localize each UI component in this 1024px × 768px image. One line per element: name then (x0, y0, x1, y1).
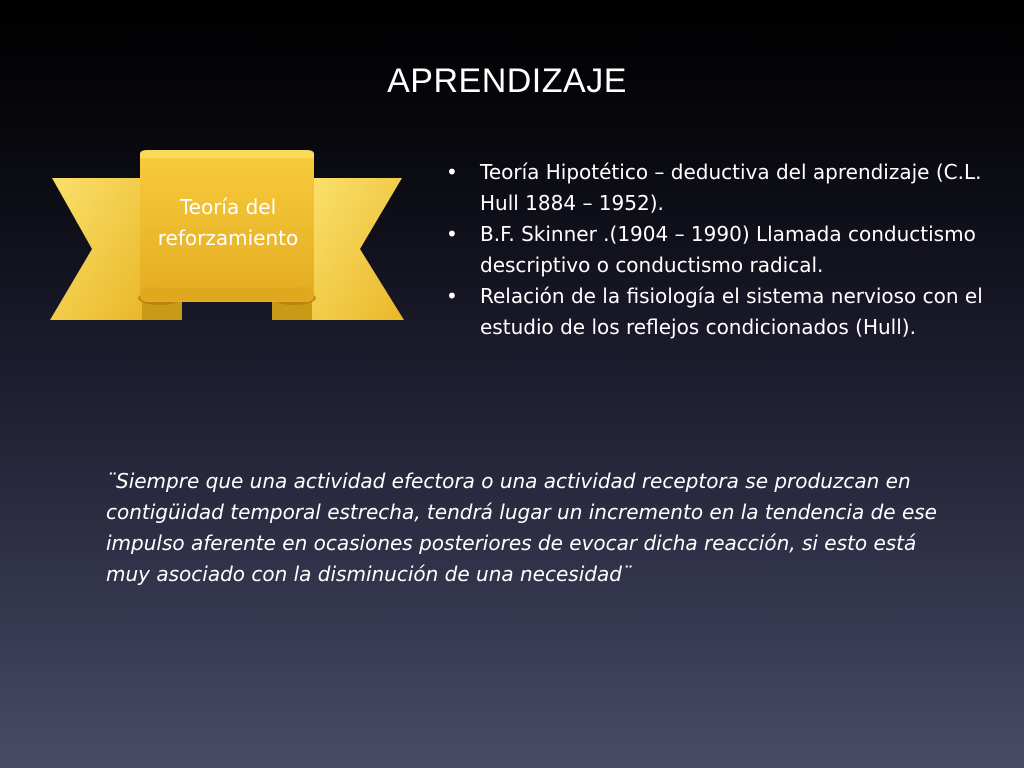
bullet-list (446, 157, 986, 343)
bullet-marker: • (446, 222, 458, 246)
bullet-item (446, 219, 986, 281)
ribbon-left-wing (50, 178, 142, 320)
bullet-marker: • (446, 284, 458, 308)
banner-label-line-2: reforzamiento (157, 226, 299, 250)
bullet-marker: • (446, 160, 458, 184)
bullet-item (446, 281, 986, 343)
banner-label (140, 192, 316, 254)
slide-title: APRENDIZAJE (387, 62, 627, 100)
bullet-text: Teoría Hipotético – deductiva del aprendizaje (C.L. Hull 1884 – 1952). (480, 160, 982, 215)
ribbon-right-wing (312, 178, 404, 320)
bullet-text: Relación de la fisiología el sistema nervioso con el estudio de los reflejos condicionados (Hull). (480, 284, 983, 339)
bullet-text: B.F. Skinner .(1904 – 1990) Llamada conductismo descriptivo o conductismo radical. (480, 222, 976, 277)
banner-label-line-1: Teoría del (179, 195, 277, 219)
ribbon-banner (48, 148, 406, 324)
bullet-item (446, 157, 986, 219)
hull-quote: ¨Siempre que una actividad efectora o una actividad receptora se produzcan en contigüidad temporal estrecha, tendrá lugar un incremento en la tendencia de ese impulso aferente en ocasiones posteriores de evocar dicha reacción, si esto está muy asociado con la disminución de una necesidad¨ (106, 469, 937, 586)
